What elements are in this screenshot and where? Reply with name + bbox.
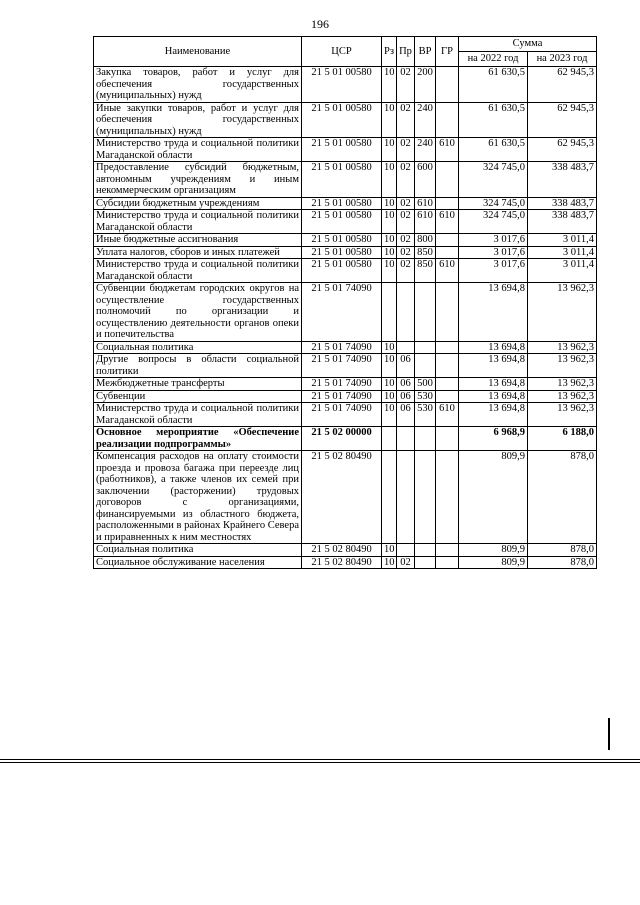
header-sum: Сумма — [459, 37, 597, 52]
table-row — [94, 403, 597, 427]
cell-sum-2023: 338 483,7 — [528, 210, 597, 234]
cell-vr: 240 — [415, 102, 436, 138]
cell-name: Другие вопросы в области социальной политики — [94, 354, 302, 378]
header-year-2023: на 2023 год — [528, 52, 597, 67]
cell-sum-2023: 13 962,3 — [528, 341, 597, 354]
cell-sum-2023: 3 011,4 — [528, 246, 597, 259]
cell-gr: 610 — [436, 138, 459, 162]
table-row — [94, 544, 597, 557]
cell-pr: 02 — [397, 556, 415, 569]
cell-rz: 10 — [382, 378, 397, 391]
cell-name: Основное мероприятие «Обеспечение реализации подпрограммы» — [94, 427, 302, 451]
cell-sum-2023: 878,0 — [528, 544, 597, 557]
cell-vr: 800 — [415, 234, 436, 247]
cell-pr: 02 — [397, 102, 415, 138]
cell-vr: 610 — [415, 210, 436, 234]
cell-gr: 610 — [436, 403, 459, 427]
cell-sum-2022: 13 694,8 — [459, 354, 528, 378]
cell-pr: 02 — [397, 259, 415, 283]
cell-sum-2023: 62 945,3 — [528, 138, 597, 162]
cell-sum-2022: 809,9 — [459, 556, 528, 569]
header-name: Наименование — [94, 37, 302, 67]
cell-sum-2022: 13 694,8 — [459, 341, 528, 354]
cell-csr: 21 5 01 00580 — [302, 102, 382, 138]
cell-csr: 21 5 01 00580 — [302, 162, 382, 198]
table-row — [94, 67, 597, 103]
cell-sum-2022: 809,9 — [459, 544, 528, 557]
cell-csr: 21 5 02 80490 — [302, 451, 382, 544]
cell-sum-2022: 13 694,8 — [459, 390, 528, 403]
page-number: 196 — [311, 17, 329, 31]
cell-rz — [382, 451, 397, 544]
cell-vr: 610 — [415, 197, 436, 210]
header-pr: Пр — [397, 37, 415, 67]
cell-csr: 21 5 02 80490 — [302, 544, 382, 557]
cell-csr: 21 5 01 00580 — [302, 67, 382, 103]
cell-csr: 21 5 01 74090 — [302, 390, 382, 403]
cell-csr: 21 5 01 74090 — [302, 378, 382, 391]
cell-sum-2023: 338 483,7 — [528, 197, 597, 210]
cell-vr: 530 — [415, 403, 436, 427]
table-row — [94, 162, 597, 198]
table-row — [94, 138, 597, 162]
cell-sum-2023: 13 962,3 — [528, 403, 597, 427]
cell-csr: 21 5 01 00580 — [302, 246, 382, 259]
cell-vr — [415, 451, 436, 544]
cell-name: Уплата налогов, сборов и иных платежей — [94, 246, 302, 259]
cell-sum-2023: 13 962,3 — [528, 378, 597, 391]
cell-vr: 850 — [415, 246, 436, 259]
cell-pr: 02 — [397, 197, 415, 210]
cell-name: Министерство труда и социальной политики Магаданской области — [94, 403, 302, 427]
cell-sum-2023: 878,0 — [528, 451, 597, 544]
table-row — [94, 341, 597, 354]
cell-csr: 21 5 01 74090 — [302, 341, 382, 354]
cell-sum-2022: 809,9 — [459, 451, 528, 544]
cell-gr — [436, 378, 459, 391]
cell-sum-2022: 324 745,0 — [459, 162, 528, 198]
cell-rz: 10 — [382, 403, 397, 427]
cell-rz: 10 — [382, 162, 397, 198]
cell-gr — [436, 283, 459, 342]
cell-rz: 10 — [382, 210, 397, 234]
cell-name: Иные бюджетные ассигнования — [94, 234, 302, 247]
cell-pr — [397, 427, 415, 451]
cell-rz: 10 — [382, 234, 397, 247]
cell-rz — [382, 283, 397, 342]
cell-sum-2023: 3 011,4 — [528, 259, 597, 283]
cell-gr — [436, 354, 459, 378]
cell-gr — [436, 246, 459, 259]
cell-pr: 06 — [397, 403, 415, 427]
cell-csr: 21 5 01 00580 — [302, 259, 382, 283]
cell-sum-2022: 13 694,8 — [459, 378, 528, 391]
margin-bar — [608, 718, 610, 750]
cell-gr — [436, 197, 459, 210]
cell-vr: 240 — [415, 138, 436, 162]
cell-pr — [397, 451, 415, 544]
cell-name: Иные закупки товаров, работ и услуг для обеспечения государственных (муниципальных) нужд — [94, 102, 302, 138]
cell-rz: 10 — [382, 341, 397, 354]
cell-rz: 10 — [382, 67, 397, 103]
cell-csr: 21 5 01 00580 — [302, 210, 382, 234]
cell-pr: 06 — [397, 390, 415, 403]
cell-csr: 21 5 01 00580 — [302, 138, 382, 162]
cell-pr: 02 — [397, 138, 415, 162]
cell-vr — [415, 427, 436, 451]
cell-name: Межбюджетные трансферты — [94, 378, 302, 391]
table-row — [94, 234, 597, 247]
cell-pr: 02 — [397, 246, 415, 259]
cell-vr: 200 — [415, 67, 436, 103]
cell-vr: 600 — [415, 162, 436, 198]
budget-table — [93, 36, 597, 569]
cell-sum-2023: 13 962,3 — [528, 354, 597, 378]
cell-rz: 10 — [382, 390, 397, 403]
cell-rz: 10 — [382, 246, 397, 259]
cell-csr: 21 5 01 74090 — [302, 283, 382, 342]
cell-sum-2022: 324 745,0 — [459, 197, 528, 210]
table-row — [94, 197, 597, 210]
header-rz: Рз — [382, 37, 397, 67]
cell-name: Министерство труда и социальной политики Магаданской области — [94, 210, 302, 234]
table-row — [94, 556, 597, 569]
cell-sum-2023: 13 962,3 — [528, 390, 597, 403]
cell-name: Министерство труда и социальной политики Магаданской области — [94, 259, 302, 283]
cell-rz: 10 — [382, 544, 397, 557]
cell-vr — [415, 341, 436, 354]
cell-sum-2023: 62 945,3 — [528, 67, 597, 103]
cell-rz: 10 — [382, 102, 397, 138]
cell-sum-2023: 338 483,7 — [528, 162, 597, 198]
cell-gr — [436, 234, 459, 247]
cell-gr — [436, 427, 459, 451]
cell-vr — [415, 556, 436, 569]
cell-gr — [436, 162, 459, 198]
cell-vr: 530 — [415, 390, 436, 403]
cell-sum-2023: 13 962,3 — [528, 283, 597, 342]
cell-gr — [436, 102, 459, 138]
header-gr: ГР — [436, 37, 459, 67]
cell-vr — [415, 544, 436, 557]
cell-gr — [436, 451, 459, 544]
cell-pr: 02 — [397, 234, 415, 247]
cell-gr — [436, 67, 459, 103]
cell-pr — [397, 283, 415, 342]
cell-sum-2023: 6 188,0 — [528, 427, 597, 451]
cell-pr — [397, 341, 415, 354]
cell-name: Социальное обслуживание населения — [94, 556, 302, 569]
table-row — [94, 354, 597, 378]
cell-sum-2022: 324 745,0 — [459, 210, 528, 234]
cell-sum-2023: 878,0 — [528, 556, 597, 569]
cell-vr: 500 — [415, 378, 436, 391]
cell-sum-2022: 13 694,8 — [459, 403, 528, 427]
cell-rz: 10 — [382, 197, 397, 210]
horizontal-rule-bottom — [0, 762, 640, 763]
cell-sum-2022: 6 968,9 — [459, 427, 528, 451]
cell-rz: 10 — [382, 556, 397, 569]
cell-pr — [397, 544, 415, 557]
cell-name: Субвенции — [94, 390, 302, 403]
cell-csr: 21 5 01 74090 — [302, 403, 382, 427]
cell-name: Компенсация расходов на оплату стоимости проезда и провоза багажа при переезде лиц (работников), а также членов их семей при заключении (расторжении) трудовых договоров с организациями, финансируемыми из областного бюджета, расположенными в районах Крайнего Севера и приравненных к ним местностях — [94, 451, 302, 544]
cell-sum-2022: 3 017,6 — [459, 259, 528, 283]
cell-name: Министерство труда и социальной политики Магаданской области — [94, 138, 302, 162]
header-year-2022: на 2022 год — [459, 52, 528, 67]
header-vr: ВР — [415, 37, 436, 67]
cell-sum-2022: 3 017,6 — [459, 234, 528, 247]
table-row — [94, 390, 597, 403]
cell-name: Предоставление субсидий бюджетным, автономным учреждениям и иным некоммерческим организациям — [94, 162, 302, 198]
cell-name: Закупка товаров, работ и услуг для обеспечения государственных (муниципальных) нужд — [94, 67, 302, 103]
horizontal-rule-top — [0, 759, 640, 760]
table-row — [94, 427, 597, 451]
cell-rz — [382, 427, 397, 451]
cell-name: Субсидии бюджетным учреждениям — [94, 197, 302, 210]
header-row — [94, 37, 597, 52]
cell-sum-2023: 3 011,4 — [528, 234, 597, 247]
cell-vr: 850 — [415, 259, 436, 283]
cell-rz: 10 — [382, 354, 397, 378]
cell-pr: 02 — [397, 210, 415, 234]
cell-pr: 02 — [397, 67, 415, 103]
cell-name: Социальная политика — [94, 544, 302, 557]
cell-sum-2022: 3 017,6 — [459, 246, 528, 259]
cell-csr: 21 5 01 74090 — [302, 354, 382, 378]
table-body — [94, 67, 597, 569]
cell-pr: 06 — [397, 354, 415, 378]
cell-vr — [415, 354, 436, 378]
cell-gr: 610 — [436, 210, 459, 234]
table-row — [94, 102, 597, 138]
cell-gr — [436, 544, 459, 557]
cell-rz: 10 — [382, 259, 397, 283]
cell-csr: 21 5 01 00580 — [302, 234, 382, 247]
table-row — [94, 210, 597, 234]
table-row — [94, 259, 597, 283]
cell-sum-2022: 13 694,8 — [459, 283, 528, 342]
cell-name: Социальная политика — [94, 341, 302, 354]
cell-gr: 610 — [436, 259, 459, 283]
table-row — [94, 283, 597, 342]
cell-csr: 21 5 02 00000 — [302, 427, 382, 451]
cell-gr — [436, 390, 459, 403]
cell-rz: 10 — [382, 138, 397, 162]
cell-gr — [436, 341, 459, 354]
cell-gr — [436, 556, 459, 569]
cell-csr: 21 5 02 80490 — [302, 556, 382, 569]
cell-csr: 21 5 01 00580 — [302, 197, 382, 210]
cell-pr: 02 — [397, 162, 415, 198]
table-row — [94, 246, 597, 259]
cell-sum-2022: 61 630,5 — [459, 102, 528, 138]
cell-pr: 06 — [397, 378, 415, 391]
cell-vr — [415, 283, 436, 342]
cell-sum-2022: 61 630,5 — [459, 138, 528, 162]
cell-name: Субвенции бюджетам городских округов на осуществление государственных полномочий по организации и осуществлению деятельности органов опеки и попечительства — [94, 283, 302, 342]
cell-sum-2022: 61 630,5 — [459, 67, 528, 103]
cell-sum-2023: 62 945,3 — [528, 102, 597, 138]
header-csr: ЦСР — [302, 37, 382, 67]
table-row — [94, 378, 597, 391]
table-row — [94, 451, 597, 544]
